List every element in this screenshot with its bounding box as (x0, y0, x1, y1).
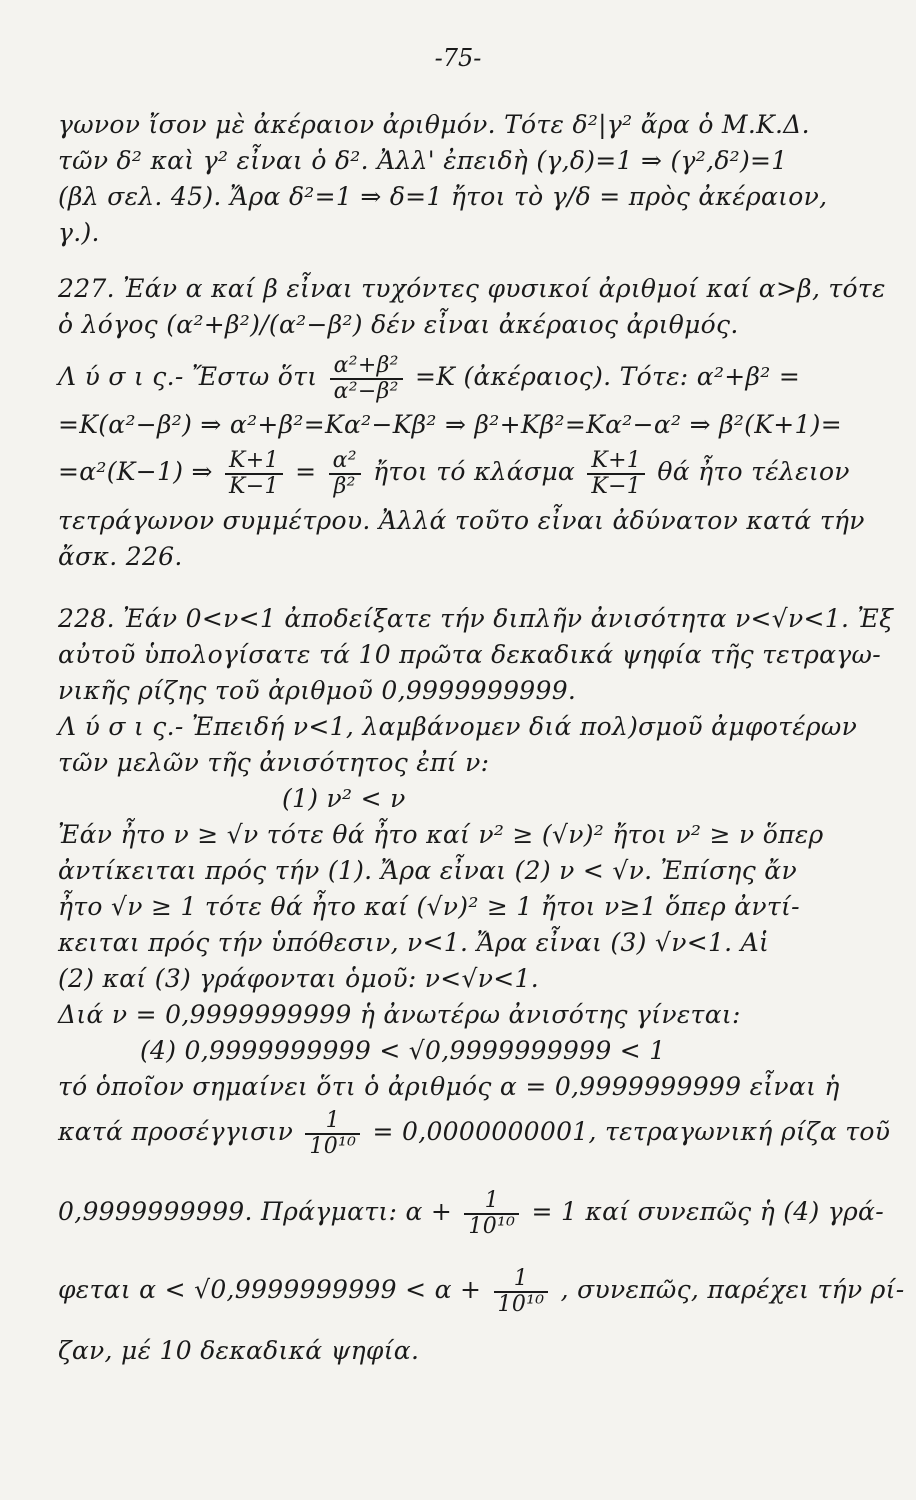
exercise-228-heading: 228. Ἐάν 0<ν<1 ἀποδείξατε τήν διπλῆν ἀνισότητα ν<√ν<1. Ἐξ (58, 604, 894, 633)
page-number: -75- (434, 44, 482, 72)
text-line: ἦτο √ν ≥ 1 τότε θά ἦτο καί (√ν)² ≥ 1 ἤτοι ν≥1 ὅπερ ἀντί- (58, 892, 800, 921)
equation-line: (1) ν² < ν (282, 784, 406, 813)
text-line: =Κ(α²−β²) ⇒ α²+β²=Κα²−Κβ² ⇒ β²+Κβ²=Κα²−α² ⇒ β²(Κ+1)= (58, 410, 842, 439)
fraction (329, 449, 361, 499)
numerator: α²+β² (330, 354, 403, 380)
text-line: (2) καί (3) γράφονται ὁμοῦ: ν<√ν<1. (58, 964, 539, 993)
denominator: 10¹⁰ (468, 1213, 516, 1239)
text-segment: 0,9999999999. Πράγματι: α + (58, 1197, 453, 1226)
numerator: α² (329, 449, 361, 475)
text-line: (βλ σελ. 45). Ἄρα δ²=1 ⇒ δ=1 ἤτοι τὸ γ/δ = πρὸς ἀκέραιον, (58, 182, 828, 211)
fraction (225, 449, 283, 499)
numerator: 1 (494, 1267, 549, 1293)
text-segment: , συνεπῶς, παρέχει τήν ρί- (560, 1275, 905, 1304)
solution-line (58, 352, 858, 404)
text-line: νικῆς ρίζης τοῦ ἀριθμοῦ 0,9999999999. (58, 676, 577, 705)
text-segment: = 0,0000000001, τετραγωνική ρίζα τοῦ (372, 1117, 891, 1146)
equation-line: (4) 0,9999999999 < √0,9999999999 < 1 (140, 1036, 666, 1065)
text-line: γωνον ἴσον μὲ ἀκέραιον ἀριθμόν. Τότε δ²|γ² ἄρα ὁ Μ.Κ.Δ. (58, 110, 810, 139)
text-segment: =α²(Κ−1) ⇒ (58, 457, 213, 486)
text-line: ζαν, μέ 10 δεκαδικά ψηφία. (58, 1336, 420, 1365)
text-line: αὐτοῦ ὑπολογίσατε τά 10 πρῶτα δεκαδικά ψηφία τῆς τετραγω- (58, 640, 881, 669)
denominator: 10¹⁰ (309, 1133, 357, 1159)
fraction (494, 1267, 549, 1317)
exercise-227-heading: 227. Ἐάν α καί β εἶναι τυχόντες φυσικοί ἀριθμοί καί α>β, τότε (58, 274, 886, 303)
text-line: γ.). (58, 218, 100, 247)
text-segment: Λ ύ σ ι ς.- Ἔστω ὅτι (58, 362, 318, 391)
denominator: 10¹⁰ (497, 1291, 545, 1317)
text-segment: φεται α < √0,9999999999 < α + (58, 1275, 482, 1304)
text-segment: κατά προσέγγισιν (58, 1117, 294, 1146)
text-segment: = 1 καί συνεπῶς ἡ (4) γρά- (531, 1197, 884, 1226)
fraction (330, 354, 403, 404)
text-line: Διά ν = 0,9999999999 ἡ ἀνωτέρω ἀνισότης γίνεται: (58, 1000, 741, 1029)
text-line: ὁ λόγος (α²+β²)/(α²−β²) δέν εἶναι ἀκέραιος ἀριθμός. (58, 310, 739, 339)
numerator: Κ+1 (225, 449, 283, 475)
text-line: κειται πρός τήν ὑπόθεσιν, ν<1. Ἄρα εἶναι (3) √ν<1. Αἱ (58, 928, 770, 957)
text-line: τῶν μελῶν τῆς ἀνισότητος ἐπί ν: (58, 748, 490, 777)
text-segment: θά ἦτο τέλειον (657, 457, 850, 486)
text-line: τετράγωνον συμμέτρου. Ἀλλά τοῦτο εἶναι ἀδύνατον κατά τήν (58, 506, 865, 535)
numerator: 1 (305, 1109, 360, 1135)
numerator: 1 (464, 1189, 519, 1215)
denominator: Κ−1 (229, 473, 279, 499)
denominator: β² (333, 473, 356, 499)
denominator: α²−β² (333, 378, 399, 404)
proof-line (58, 1184, 884, 1240)
text-line: τό ὁποῖον σημαίνει ὅτι ὁ ἀριθμός α = 0,9999999999 εἶναι ἡ (58, 1072, 840, 1101)
text-line: τῶν δ² καὶ γ² εἶναι ὁ δ². Ἀλλ' ἐπειδὴ (γ,δ)=1 ⇒ (γ²,δ²)=1 (58, 146, 788, 175)
equation-line: =α²(Κ−1) ⇒ $\frac{K+1}{K-1}$ = $\frac{\text{α²}}{\text{β²}}$ ἤτοι τό κλάσμα $\frac{K+1}{K-1}$ θά ἦτο τέλειον (58, 447, 850, 499)
text-line: Λ ύ σ ι ς.- Ἐπειδή ν<1, λαμβάνομεν διά πολ)σμοῦ ἀμφοτέρων (58, 712, 858, 741)
text-segment: =Κ (ἀκέραιος). Τότε: α²+β² = (415, 362, 801, 391)
fraction (464, 1189, 519, 1239)
fraction (305, 1109, 360, 1159)
text-line: Ἐάν ἦτο ν ≥ √ν τότε θά ἦτο καί ν² ≥ (√ν)² ἤτοι ν² ≥ ν ὅπερ (58, 820, 824, 849)
numerator: Κ+1 (587, 449, 645, 475)
final-inequality-line (58, 1262, 905, 1318)
text-line: ἄσκ. 226. (58, 542, 183, 571)
text-segment: ἤτοι τό κλάσμα (373, 457, 576, 486)
denominator: Κ−1 (591, 473, 642, 499)
approx-line (58, 1104, 891, 1160)
fraction (587, 449, 645, 499)
text-line: ἀντίκειται πρός τήν (1). Ἄρα εἶναι (2) ν < √ν. Ἐπίσης ἄν (58, 856, 797, 885)
